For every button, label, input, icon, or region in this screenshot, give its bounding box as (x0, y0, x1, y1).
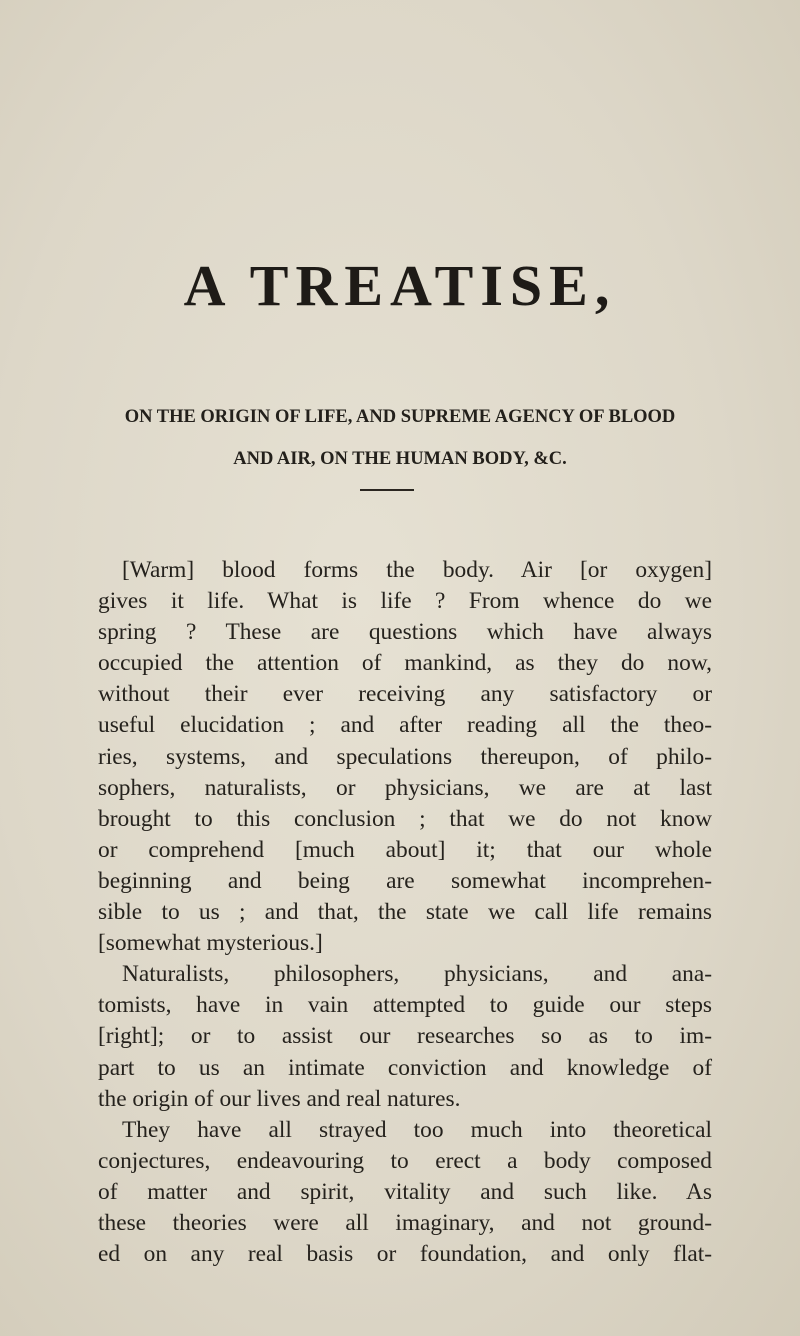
text-line: beginning and being are somewhat incomprehen- (98, 867, 712, 894)
text-line: gives it life. What is life ? From whence do we (98, 588, 712, 615)
text-line: tomists, have in vain attempted to guide our steps (98, 992, 712, 1019)
text-line: or comprehend [much about] it; that our whole (98, 836, 712, 863)
treatise-title: A TREATISE, (183, 253, 617, 318)
text-line: without their ever receiving any satisfactory or (98, 681, 712, 708)
treatise-subtitle (0, 396, 800, 480)
text-line: [right]; or to assist our researches so as to im- (98, 1023, 712, 1050)
text-line: conjectures, endeavouring to erect a body composed (98, 1147, 712, 1174)
text-line: these theories were all imaginary, and not ground- (98, 1209, 712, 1236)
text-line: They have all strayed too much into theoretical (122, 1116, 712, 1143)
subtitle-line: ON THE ORIGIN OF LIFE, AND SUPREME AGENCY OF BLOOD (124, 407, 676, 427)
text-line: part to us an intimate conviction and knowledge of (98, 1054, 712, 1081)
text-line: brought to this conclusion ; that we do not know (98, 805, 712, 832)
text-line: useful elucidation ; and after reading all the theo- (98, 712, 712, 739)
text-line: occupied the attention of mankind, as they do now, (98, 650, 712, 677)
subtitle-line: AND AIR, ON THE HUMAN BODY, &C. (233, 449, 567, 469)
text-line: sible to us ; and that, the state we call life remains (98, 899, 712, 926)
body-text (98, 555, 712, 1270)
text-line: spring ? These are questions which have always (98, 619, 712, 646)
section-divider (360, 489, 414, 491)
text-line: [Warm] blood forms the body. Air [or oxygen] (122, 557, 712, 583)
text-line: ries, systems, and speculations thereupon, of philo- (98, 743, 712, 770)
text-line: ed on any real basis or foundation, and only flat- (98, 1241, 712, 1268)
text-line: of matter and spirit, vitality and such like. As (98, 1178, 712, 1205)
text-line: sophers, naturalists, or physicians, we are at last (98, 774, 712, 801)
text-line: [somewhat mysterious.] (98, 930, 323, 957)
text-line: the origin of our lives and real natures. (98, 1085, 461, 1112)
text-line: Naturalists, philosophers, physicians, and ana- (122, 961, 712, 988)
